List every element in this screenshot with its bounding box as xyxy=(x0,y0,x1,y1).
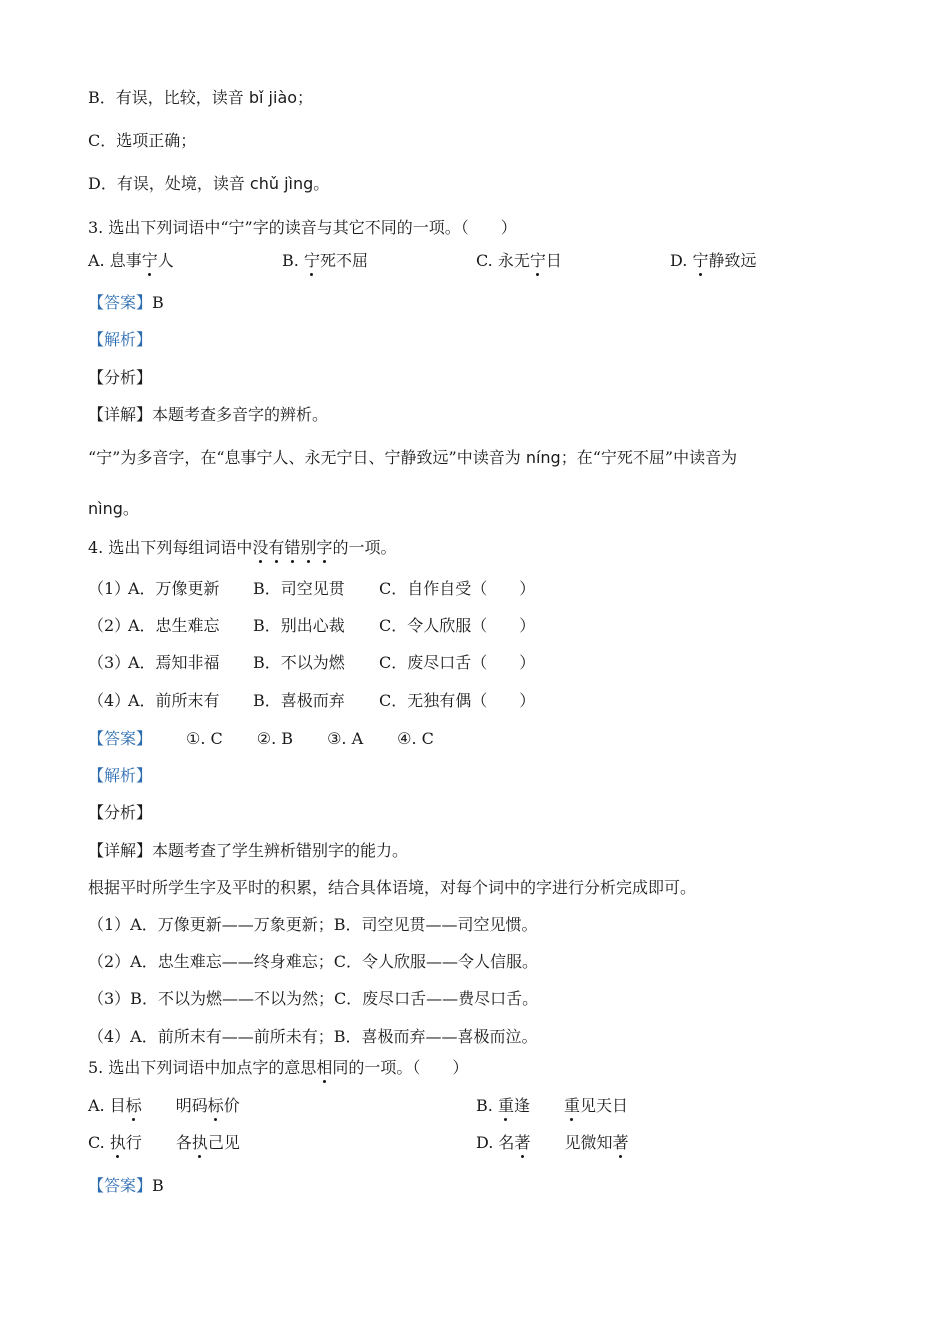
q3-analysis-tag: 【解析】 xyxy=(88,330,153,349)
q4-fenxi: 【分析】 xyxy=(88,803,153,822)
text: 逢 xyxy=(513,1096,530,1115)
q4-explain-item-3: （3）B．不以为燃——不以为然；C．废尽口舌——费尽口舌。 xyxy=(88,989,539,1008)
pinyin: nìng xyxy=(88,499,123,518)
q4-item-3-b: B．不以为燃 xyxy=(253,653,345,672)
text: “宁”为多音字，在“息事宁人、永无宁日、宁静致远”中读音为 xyxy=(88,448,526,467)
text: 死不屈 xyxy=(319,251,368,270)
text: 同 xyxy=(332,1058,349,1077)
answer-value: ②. B xyxy=(256,729,294,748)
dotted-char: 著 xyxy=(514,1133,531,1152)
q4-explain: 根据平时所学生字及平时的积累，结合具体语境，对每个词中的字进行分析完成即可。 xyxy=(88,878,697,897)
q4-item-4-b: B．喜极而弃 xyxy=(253,691,345,710)
text: B. xyxy=(282,251,304,270)
q4-item-1-b: B．司空见贯 xyxy=(253,579,345,598)
q4-item-1-c: C．自作自受（ ） xyxy=(379,579,536,598)
q5-option-c xyxy=(88,1132,240,1154)
q3-option-a xyxy=(88,250,174,272)
answer-tag: 【答案】 xyxy=(88,1176,153,1195)
q4-item-3-num: （3） xyxy=(88,653,131,672)
text: 人 xyxy=(157,251,174,270)
q4-item-1-num: （1） xyxy=(88,579,131,598)
question-3: 3. 选出下列词语中“宁”字的读音与其它不同的一项。（ ） xyxy=(88,218,517,237)
q4-item-3-a: A．焉知非福 xyxy=(128,653,220,672)
q5-option-a xyxy=(88,1095,240,1117)
dotted-char: 执 xyxy=(109,1133,126,1152)
question-5 xyxy=(88,1057,468,1079)
answer-value: ①. C xyxy=(186,729,223,748)
dotted-char: 相 xyxy=(316,1058,333,1077)
answer-value: ④. C xyxy=(397,729,434,748)
q4-analysis-tag: 【解析】 xyxy=(88,766,153,785)
dotted-char: 别 xyxy=(300,538,317,557)
text: 见微知 xyxy=(564,1133,613,1152)
text: 的一项。 xyxy=(332,538,397,557)
text: C. xyxy=(88,1133,110,1152)
text: 静致远 xyxy=(708,251,757,270)
q4-item-4-num: （4） xyxy=(88,691,131,710)
q3-option-b xyxy=(282,250,368,272)
text: A. 目 xyxy=(88,1096,126,1115)
text: C. 永无 xyxy=(476,251,530,270)
dotted-char: 标 xyxy=(125,1096,142,1115)
q3-detail: 【详解】本题考查多音字的辨析。 xyxy=(88,405,329,424)
q4-explain-item-4: （4）A．前所末有——前所未有；B．喜极而弃——喜极而泣。 xyxy=(88,1027,538,1046)
q4-item-3-c: C．废尽口舌（ ） xyxy=(379,653,536,672)
dotted-char: 宁 xyxy=(303,251,320,270)
dotted-char: 宁 xyxy=(692,251,709,270)
text: ； xyxy=(297,88,314,107)
text: 日 xyxy=(545,251,562,270)
answer-value: B xyxy=(152,1176,164,1195)
dotted-char: 错 xyxy=(284,538,301,557)
text: D. 名 xyxy=(476,1133,515,1152)
answer-tag: 【答案】 xyxy=(88,729,153,748)
q4-item-2-a: A．忠生难忘 xyxy=(128,616,220,635)
text: 4. 选出下列每组词语中 xyxy=(88,538,253,557)
q3-fenxi: 【分析】 xyxy=(88,368,153,387)
q4-item-2-num: （2） xyxy=(88,616,131,635)
q5-option-d xyxy=(476,1132,628,1154)
dotted-char: 重 xyxy=(497,1096,514,1115)
text: 己见 xyxy=(207,1133,240,1152)
text: 天日 xyxy=(596,1096,629,1115)
text: 的一项。（ ） xyxy=(348,1058,469,1077)
q5-answer xyxy=(88,1175,164,1197)
text: 各 xyxy=(175,1133,192,1152)
q4-answer xyxy=(88,728,434,750)
q3-answer xyxy=(88,292,164,314)
q4-item-4-a: A．前所末有 xyxy=(128,691,220,710)
pinyin: chǔ jìng xyxy=(249,174,314,193)
text: B．有误，比较，读音 xyxy=(88,88,249,107)
text: D．有误，处境，读音 xyxy=(88,174,250,193)
dotted-char: 著 xyxy=(612,1133,629,1152)
answer-tag: 【答案】 xyxy=(88,293,153,312)
text: ；在“宁死不屈”中读音为 xyxy=(560,448,738,467)
q4-item-2-c: C．令人欣服（ ） xyxy=(379,616,536,635)
q4-item-2-b: B．别出心裁 xyxy=(253,616,345,635)
pinyin: níng xyxy=(525,448,561,467)
dotted-char: 字 xyxy=(316,538,333,557)
dotted-char: 标 xyxy=(207,1096,224,1115)
q3-option-c xyxy=(476,250,562,272)
dotted-char: 有 xyxy=(268,538,285,557)
question-4 xyxy=(88,537,396,559)
text: 5. 选出下列词语中加点字的意思 xyxy=(88,1058,317,1077)
text: 行 xyxy=(125,1133,142,1152)
text: 。 xyxy=(122,499,139,518)
q4-detail: 【详解】本题考查了学生辨析错别字的能力。 xyxy=(88,841,409,860)
option-c-explanation: C．选项正确； xyxy=(88,131,197,150)
text: D. xyxy=(670,251,693,270)
option-d-explanation xyxy=(88,173,329,195)
dotted-char: 宁 xyxy=(529,251,546,270)
q4-explain-item-2: （2）A．忠生难忘——终身难忘；C．令人欣服——令人信服。 xyxy=(88,952,538,971)
answer-value: ③. A xyxy=(327,729,364,748)
pinyin: bǐ jiào xyxy=(248,88,298,107)
text: 。 xyxy=(313,174,330,193)
text: 价 xyxy=(223,1096,240,1115)
q4-explain-item-1: （1）A．万像更新——万象更新；B．司空见贯——司空见惯。 xyxy=(88,915,538,934)
dotted-char: 宁 xyxy=(141,251,158,270)
text: 明码 xyxy=(175,1096,208,1115)
answer-value: B xyxy=(152,293,164,312)
text: 见 xyxy=(579,1096,596,1115)
q3-option-d xyxy=(670,250,756,272)
q4-item-1-a: A．万像更新 xyxy=(128,579,220,598)
text: B. xyxy=(476,1096,498,1115)
dotted-char: 重 xyxy=(563,1096,580,1115)
q3-explain-cont xyxy=(88,498,139,520)
text: A. 息事 xyxy=(88,251,142,270)
q4-item-4-c: C．无独有偶（ ） xyxy=(379,691,536,710)
dotted-char: 没 xyxy=(252,538,269,557)
option-b-explanation xyxy=(88,87,313,109)
q5-option-b xyxy=(476,1095,628,1117)
dotted-char: 执 xyxy=(191,1133,208,1152)
q3-explain xyxy=(88,447,737,469)
